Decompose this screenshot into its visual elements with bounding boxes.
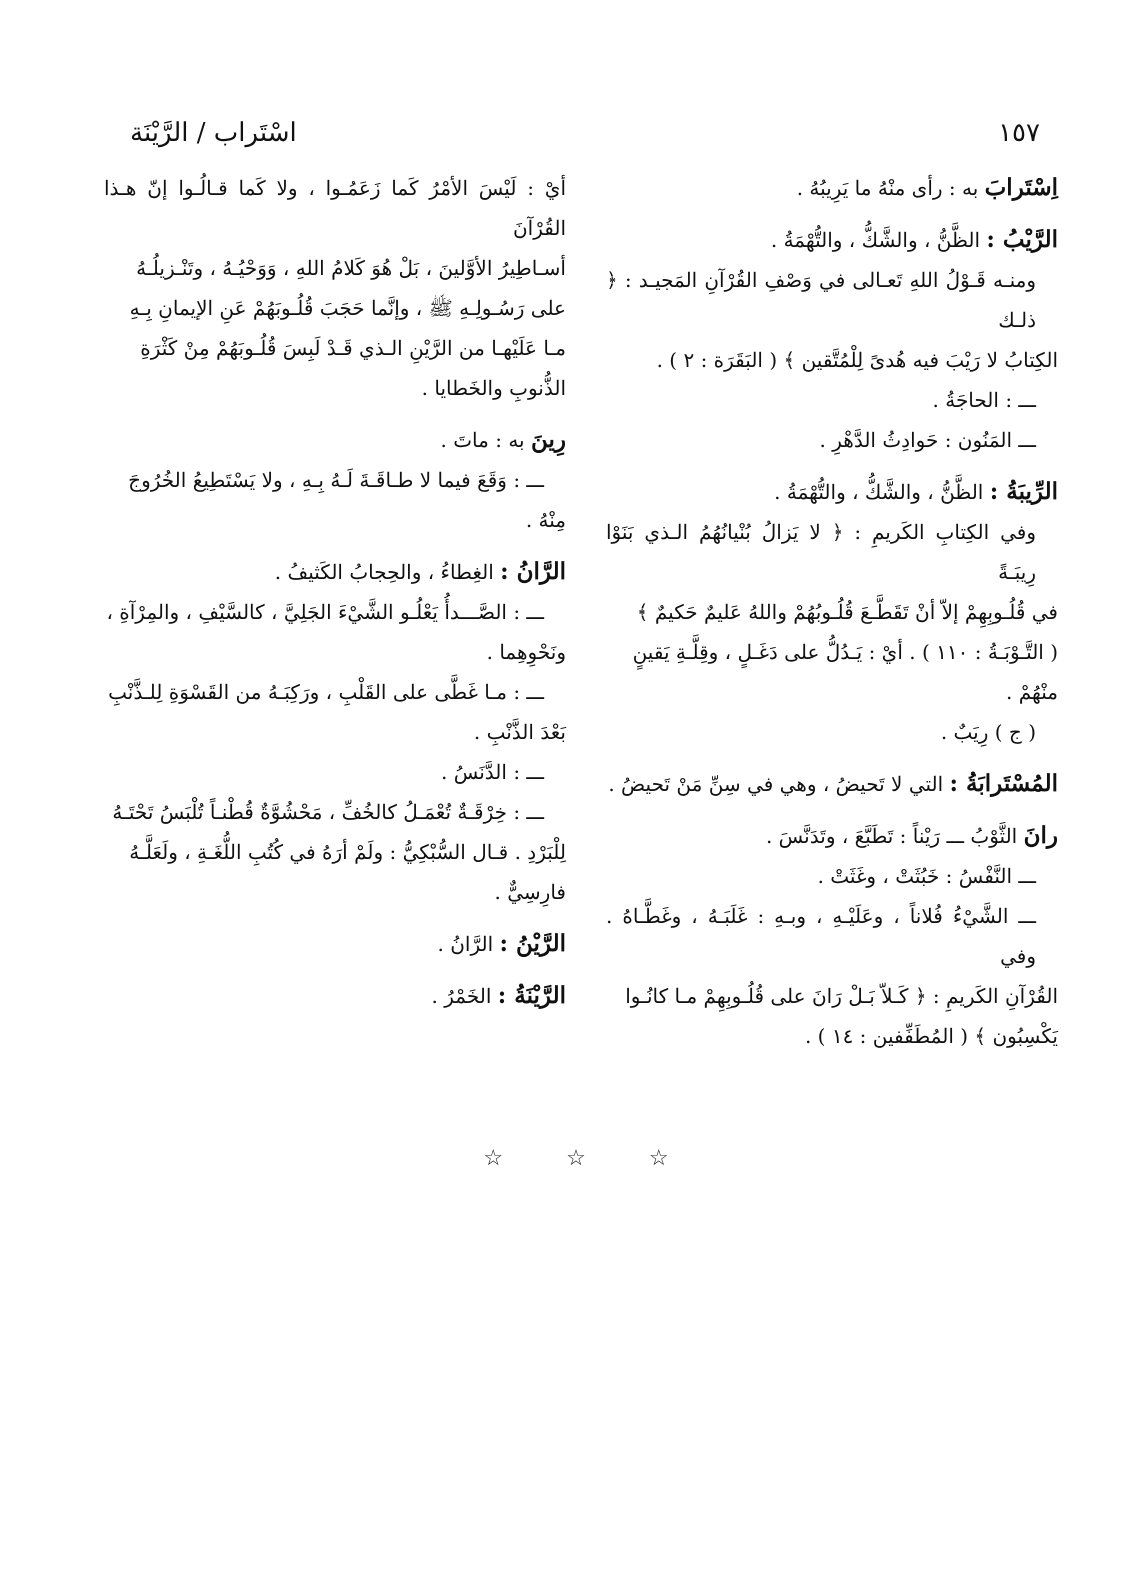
section-end-stars: ☆ ☆ ☆ xyxy=(483,1146,697,1171)
text-line: ـــ : الدَّنَسُ . xyxy=(441,760,544,784)
headword: الرِّيبَةُ : xyxy=(989,478,1058,505)
text-line: يَكْسِبُون ﴾ ( المُطَفِّفين : ١٤ ) . xyxy=(804,1024,1058,1048)
text-line: ـــ : الصَّـــدأُ يَعْلُـو الشَّيْءَ الجَلِيَّ ، كالسَّيْفِ ، والمِرْآةِ ، xyxy=(106,600,544,624)
definition: الظَّنُّ ، والشَّكُّ ، والتُّهْمَةُ . xyxy=(770,228,981,252)
headword: الرَّيْنَةُ : xyxy=(497,982,566,1009)
text-line: ـــ : وَقَعَ فيما لا طـاقَـةَ لَـهُ بِـهِ ، ولا يَسْتَطِيعُ الخُرُوجَ xyxy=(128,468,544,492)
entry-alran xyxy=(104,552,566,912)
definition: الظَّنُّ ، والشَّكُّ ، والتُّهْمَةُ . xyxy=(774,480,984,504)
text-line: ـــ : مـا غَطَّى على القَلْبِ ، ورَكِبَـهُ من القَسْوَةِ لِلـذَّنْبِ xyxy=(108,680,544,704)
entry-istaraba xyxy=(606,168,1058,208)
definition: الخَمْرُ . xyxy=(431,984,492,1008)
text-line: ـــ النَّفْسُ : خَبُثَتْ ، وغَثَتْ . xyxy=(817,864,1036,888)
headword: الرَّيْبُ : xyxy=(986,226,1058,253)
headword: الرَّيْنُ : xyxy=(499,930,566,957)
entry-alrayna xyxy=(104,976,566,1016)
text-line: أسـاطِيرُ الأوَّلينَ ، بَلْ هُوَ كَلامُ اللهِ ، وَوَحْيُـهُ ، وتَنْـزيلُـهُ xyxy=(136,256,566,280)
text-line: ونَحْوِهِما . xyxy=(486,640,566,664)
right-column xyxy=(606,168,1058,1068)
text-line: ومنـه قَـوْلُ اللهِ تَعـالى في وَصْفِ القُرْآنِ المَجيـد : ﴿ ذلـك xyxy=(606,268,1036,332)
definition: به : رأى منْهُ ما يَرِيبُهُ . xyxy=(796,176,979,200)
definition: الغِطاءُ ، والحِجابُ الكَثيفُ . xyxy=(274,560,494,584)
definition: التي لا تَحيضُ ، وهي في سِنِّ مَنْ تَحيضُ . xyxy=(608,772,944,796)
text-line: ـــ المَنُون : حَوادِثُ الدَّهْرِ . xyxy=(819,428,1036,452)
definition: الرَّانُ . xyxy=(437,932,494,956)
text-line: الذُّنوبِ والخَطايا . xyxy=(421,376,566,400)
text-line: القُرْآنِ الكَريمِ : ﴿ كَـلاّ بَـلْ رَانَ على قُلُـوبِهِمْ مـا كانُـوا xyxy=(625,984,1058,1008)
entry-almustaraba xyxy=(606,764,1058,804)
page-number: ١٥٧ xyxy=(998,118,1040,148)
headword: رِينَ xyxy=(530,426,566,453)
text-line: ـــ : خِرْقَـةٌ تُعْمَـلُ كالخُفِّ ، مَحْشُوَّةٌ قُطْنـاً تُلْبَسُ تَحْتَـهُ xyxy=(112,800,544,824)
entry-rina xyxy=(104,420,566,540)
entry-alrayn xyxy=(104,924,566,964)
text-line: أيْ : لَيْسَ الأمْرُ كَما زَعَمُـوا ، ولا كَما قـالُـوا إنّ هـذا القُرْآنَ xyxy=(104,176,566,240)
headword: المُسْتَرابَةُ : xyxy=(949,770,1058,797)
text-line: في قُلُـوبِهِمْ إلاّ أنْ تَقَطَّـعَ قُلُـوبُهُمْ واللهُ عَليمٌ حَكيمٌ ﴾ xyxy=(636,600,1058,624)
headword: رانَ xyxy=(1023,822,1058,849)
text-line: وفي الكِتابِ الكَريمِ : ﴿ لا يَزالُ بُنْيانُهُمُ الـذي بَنَوْا رِيبَـةً xyxy=(606,520,1036,584)
entry-alriba xyxy=(606,472,1058,752)
text-line: على رَسُـولِـهِ ﷺ ، وإنَّما حَجَبَ قُلُـوبَهُمْ عَنِ الإيمانِ بِـهِ xyxy=(129,296,566,320)
text-line: بَعْدَ الذَّنْبِ . xyxy=(473,720,566,744)
text-line: مِنْهُ . xyxy=(525,508,566,532)
headword: الرَّانُ : xyxy=(500,558,566,585)
text-line: منْهُمْ . xyxy=(1006,680,1058,704)
text-line: ( ج ) رِيَبٌ . xyxy=(940,720,1036,744)
text-line: مـا عَلَيْهـا من الرَّيْنِ الـذي قَـدْ لَبِسَ قُلُـوبَهُمْ مِنْ كَثْرَةِ xyxy=(140,336,566,360)
text-line: فارِسِيٌّ . xyxy=(494,880,566,904)
headword: اِسْتَرابَ xyxy=(984,174,1058,201)
text-line: لِلْبَرْدِ . قـال السُّبْكِيُّ : ولَمْ أرَهُ في كُتُبِ اللُّغَـةِ ، ولَعَلَّـهُ xyxy=(129,840,566,864)
definition: الثَّوْبُ ـــ رَيْناً : تَطَبَّعَ ، وتَدَنَّسَ . xyxy=(765,824,1018,848)
entry-alrayb xyxy=(606,220,1058,460)
running-head: اسْتَراب / الرَّيْنَة xyxy=(130,118,297,148)
text-line: ـــ : الحاجَةُ . xyxy=(932,388,1036,412)
continuation-paragraph xyxy=(104,168,566,408)
text-line: ( التَّـوْبَـةُ : ١١٠ ) . أيْ : يَـدُلُّ على دَغَـلٍ ، وقِلَّـةِ يَقينٍ xyxy=(632,640,1058,664)
entry-rana xyxy=(606,816,1058,1056)
text-line: الكِتابُ لا رَيْبَ فيه هُدىً لِلْمُتَّقين ﴾ ( البَقَرَة : ٢ ) . xyxy=(656,348,1058,372)
left-column xyxy=(104,168,566,1028)
text-line: ـــ الشَّيْءُ فُلاناً ، وعَلَيْـهِ ، وبـهِ : غَلَبَـهُ ، وغَطَّـاهُ . وفي xyxy=(606,904,1036,968)
definition: به : ماتَ . xyxy=(440,428,525,452)
